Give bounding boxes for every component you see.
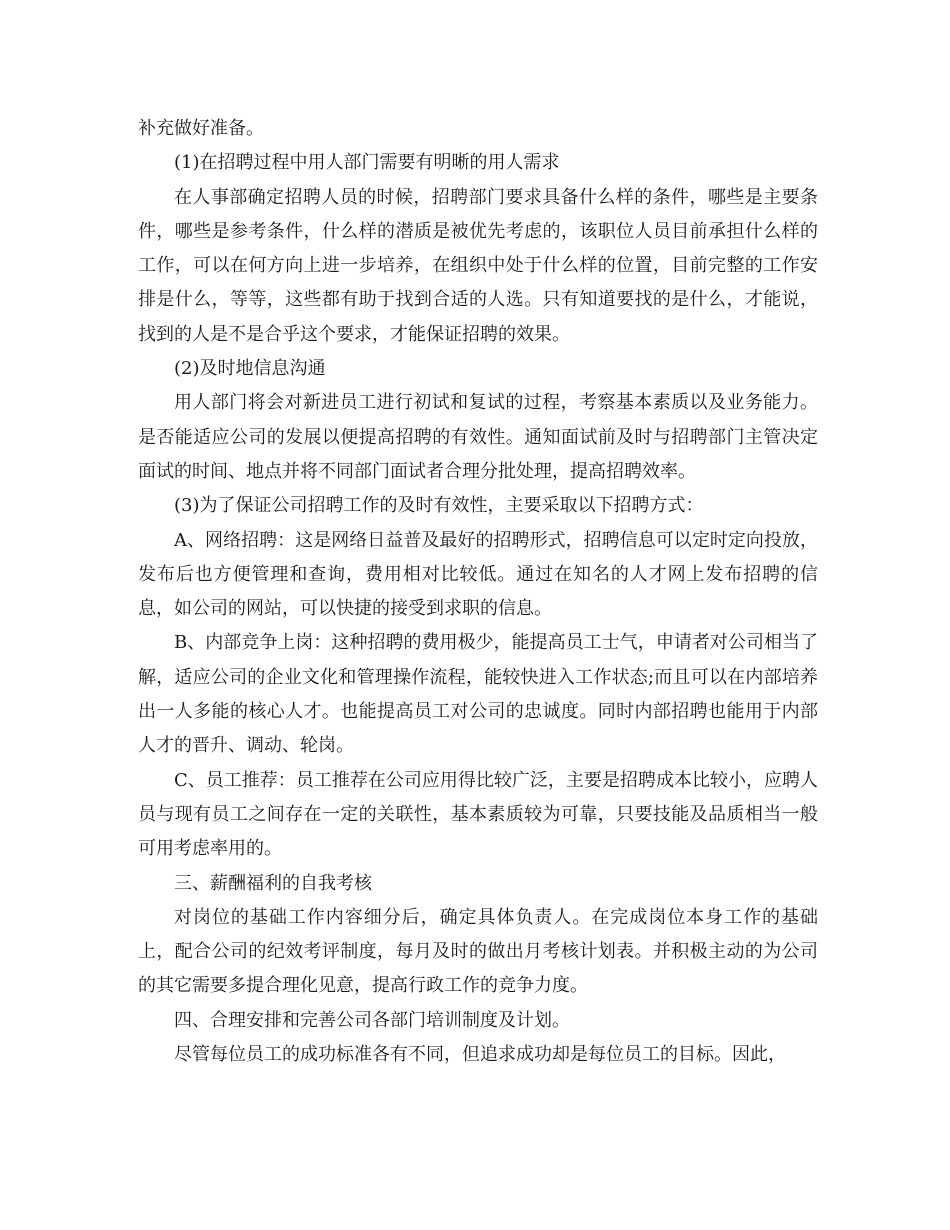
paragraph-heading: (2)及时地信息沟通: [174, 358, 326, 380]
paragraph: A、网络招聘：这是网络日益普及最好的招聘形式，招聘信息可以定时定向投放，发布后也方便管理和查询，费用相对比较低。通过在知名的人才网上发布招聘的信息，如公司的网站，可以快捷的接受到求职的信息。: [138, 529, 818, 620]
section-heading: 三、薪酬福利的自我考核: [174, 872, 372, 894]
paragraph: C、员工推荐：员工推荐在公司应用得比较广泛，主要是招聘成本比较小，应聘人员与现有员工之间存在一定的关联性，基本素质较为可靠，只要技能及品质相当一般可用考虑率用的。: [138, 769, 818, 860]
paragraph-heading: (3)为了保证公司招聘工作的及时有效性，主要采取以下招聘方式：: [174, 495, 704, 517]
paragraph-heading: (1)在招聘过程中用人部门需要有明晰的用人需求: [174, 152, 560, 174]
section-heading: 四、合理安排和完善公司各部门培训制度及计划。: [174, 1009, 570, 1031]
document-body: [138, 112, 818, 1072]
paragraph: 在人事部确定招聘人员的时候，招聘部门要求具备什么样的条件，哪些是主要条件，哪些是参考条件，什么样的潜质是被优先考虑的，该职位人员目前承担什么样的工作，可以在何方向上进一步培养，在组织中处于什么样的位置，目前完整的工作安排是什么，等等，这些都有助于找到合适的人选。只有知道要找的是什么，才能说，找到的人是不是合乎这个要求，才能保证招聘的效果。: [138, 186, 818, 345]
paragraph: B、内部竞争上岗：这种招聘的费用极少，能提高员工士气，申请者对公司相当了解，适应公司的企业文化和管理操作流程，能较快进入工作状态;而且可以在内部培养出一人多能的核心人才。也能提高员工对公司的忠诚度。同时内部招聘也能用于内部人才的晋升、调动、轮岗。: [138, 632, 818, 757]
paragraph: 尽管每位员工的成功标准各有不同，但追求成功却是每位员工的目标。因此，: [174, 1044, 786, 1066]
paragraph: 对岗位的基础工作内容细分后，确定具体负责人。在完成岗位本身工作的基础上，配合公司的纪效考评制度，每月及时的做出月考核计划表。并积极主动的为公司的其它需要多提合理化见意，提高行政工作的竞争力度。: [138, 906, 818, 997]
paragraph: 用人部门将会对新进员工进行初试和复试的过程，考察基本素质以及业务能力。是否能适应公司的发展以便提高招聘的有效性。通知面试前及时与招聘部门主管决定面试的时间、地点并将不同部门面试者合理分批处理，提高招聘效率。: [138, 392, 818, 482]
paragraph: 补充做好准备。: [138, 118, 264, 139]
